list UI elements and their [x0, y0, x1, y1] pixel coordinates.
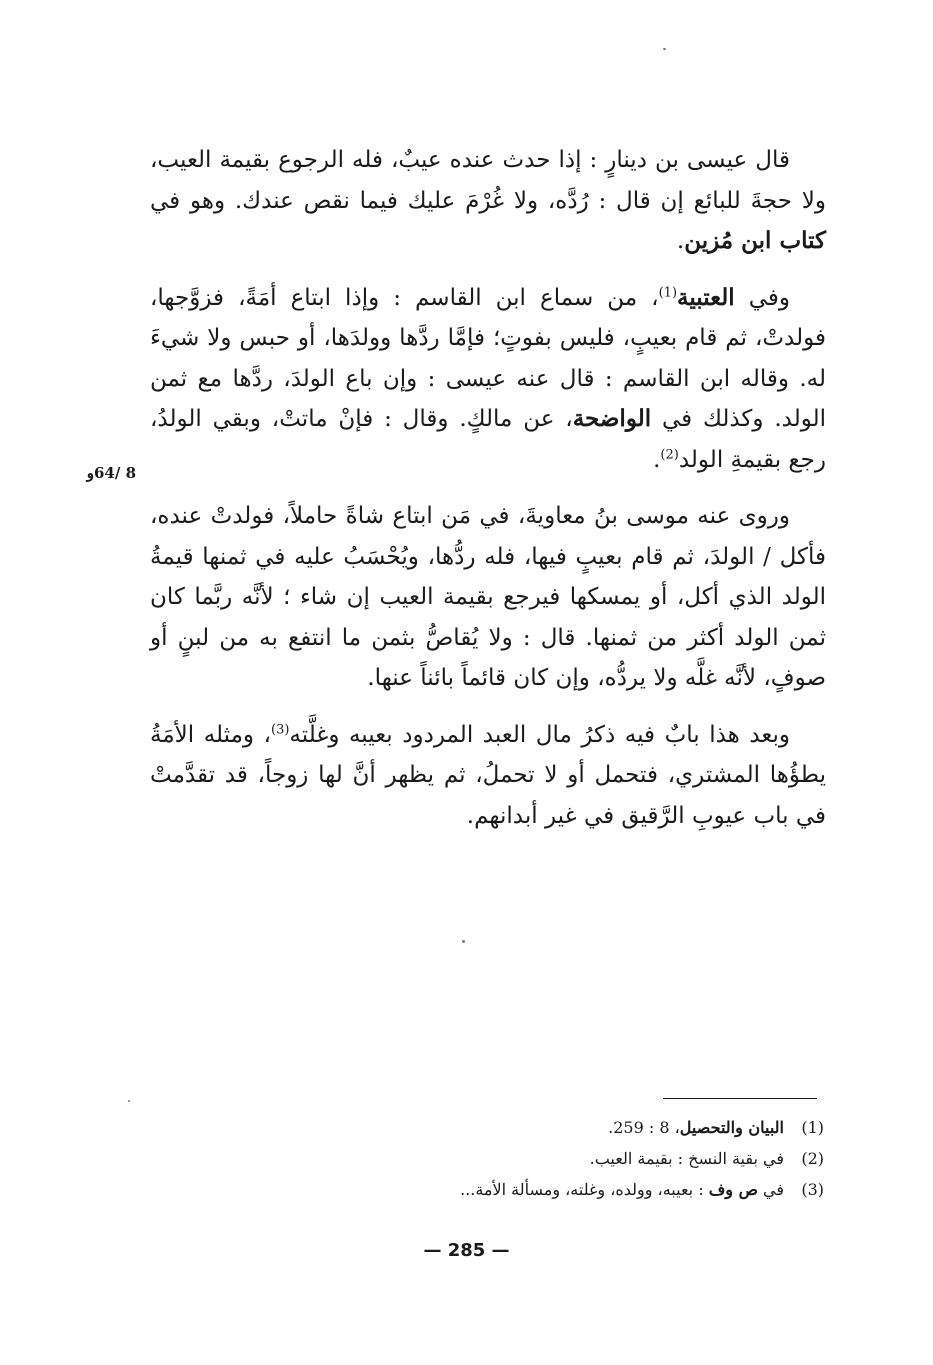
- text-run: ، من سماع ابن القاسم : وإذا ابتاع أمَةً، فزوَّجها، فولدتْ، ثم قام بعيبٍ، فليس بفوتٍ؛ فإمَّا ردَّها وولدَها، أو حبس ولا شيءَ له. وقاله ابن القاسم : قال عنه عيسى : وإن باع الولدَ، ردَّها مع ثمن الولد. وكذلك في: [150, 284, 826, 432]
- footnote-number: (1): [801, 1118, 824, 1137]
- main-text: [150, 140, 826, 852]
- footnotes: [380, 1112, 824, 1205]
- bold-title: العتبية: [677, 283, 735, 311]
- paragraph: [150, 278, 826, 481]
- bold-title: ص وف: [708, 1180, 758, 1199]
- footnote-number: (2): [801, 1149, 824, 1168]
- footnote-separator: [663, 1098, 817, 1099]
- footnote-marker: (1): [658, 284, 678, 300]
- text-run: ، 8 : 259.: [608, 1118, 680, 1137]
- footnote-number: (3): [801, 1180, 824, 1199]
- text-run: ، عن مالكٍ. وقال : فإنْ ماتتْ، وبقي الولدُ، رجع بقيمةِ الولد: [150, 406, 826, 473]
- text-run: وبعد هذا بابٌ فيه ذكرُ مال العبد المردود بعيبه وغلَّته: [289, 721, 790, 748]
- text-run: في: [757, 1180, 784, 1199]
- text-run: في بقية النسخ : بقيمة العيب.: [589, 1149, 784, 1168]
- text-run: قال عيسى بن دينارٍ : إذا حدث عنده عيبٌ، فله الرجوع بقيمة العيب، ولا حجةَ للبائع إن قال : رُدَّه، ولا غُرْمَ عليك فيما نقص عندك. وهو في: [150, 147, 826, 214]
- bold-title: الواضحة: [572, 405, 652, 432]
- page-number: — 285 —: [423, 1240, 510, 1261]
- scan-speck: [462, 940, 465, 943]
- bold-title: البيان والتحصيل: [679, 1118, 784, 1137]
- scan-speck: [128, 1100, 130, 1102]
- paragraph: [150, 496, 826, 699]
- footnote-marker: (2): [660, 446, 679, 462]
- footnote-marker: (3): [270, 721, 290, 737]
- bold-title: كتاب ابن مُزين: [684, 227, 826, 254]
- text-run: .: [676, 228, 685, 254]
- paragraph: [150, 715, 826, 837]
- text-run: وروى عنه موسى بنُ معاويةَ، في مَن ابتاع شاةً حاملاً، فولدتْ عنده، فأكل / الولدَ، ثم قام بعيبٍ فيها، فله ردُّها، ويُحْسَبُ عليه في ثمنها قيمةُ الولد الذي أكل، أو يمسكها فيرجع بقيمة العيب إن شاء ؛ لأنَّه ربَّما كان ثمن الولد أكثر من ثمنها. قال : ولا يُقاصُّ بثمن ما انتفع به من لبنٍ أو صوفٍ، لأنَّه غلَّه ولا يردُّه، وإن كان قائماً بائناً عنها.: [150, 503, 826, 691]
- footnote: [380, 1112, 824, 1143]
- text-run: ، ومثله الأمَةُ يطؤُها المشتري، فتحمل أو لا تحملُ، ثم يظهر أنَّ لها زوجاً، قد تقدَّمتْ في باب عيوبِ الرَّقيق في غير أبدانهم.: [150, 721, 826, 829]
- footnote: [380, 1143, 824, 1174]
- scan-speck: [663, 48, 666, 50]
- paragraph: [150, 140, 826, 262]
- margin-manuscript-ref: 8 /64و: [86, 464, 136, 482]
- footnote: [380, 1174, 824, 1205]
- text-run: وفي: [734, 284, 790, 311]
- text-run: .: [653, 446, 661, 473]
- text-run: : بعيبه، وولده، وغلته، ومسألة الأمة...: [460, 1180, 709, 1199]
